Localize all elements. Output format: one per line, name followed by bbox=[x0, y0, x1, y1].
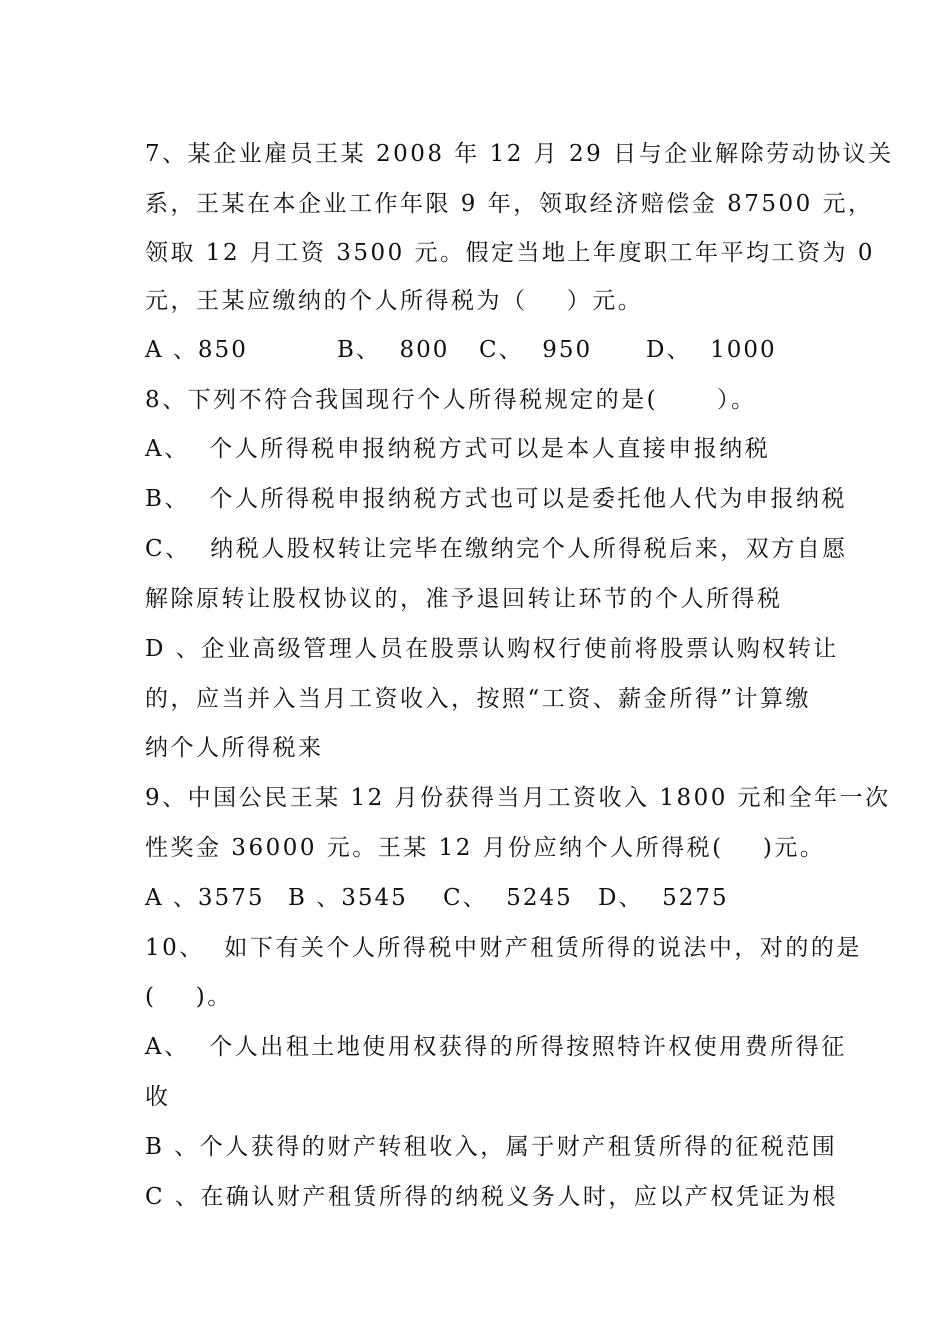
q10-option-a-line-1: A、 个人出租土地使用权获得的所得按照特许权使用费所得征 bbox=[145, 1034, 847, 1060]
q10-stem-line-1: 10、 如下有关个人所得税中财产租赁所得的说法中，对的的是 bbox=[145, 935, 862, 961]
q7-option-b: B、 800 bbox=[337, 337, 450, 363]
q8-option-d-line-3: 纳个人所得税来 bbox=[145, 735, 324, 761]
q9-option-c: C、 5245 bbox=[443, 885, 573, 911]
q10-option-a-line-2: 收 bbox=[145, 1084, 171, 1110]
q8-option-d-line-1: D 、企业高级管理人员在股票认购权行使前将股票认购权转让 bbox=[145, 636, 839, 662]
q7-stem-line-1: 7、某企业雇员王某 2008 年 12 月 29 日与企业解除劳动协议关 bbox=[145, 141, 894, 167]
q8-option-c-line-2: 解除原转让股权协议的，准予退回转让环节的个人所得税 bbox=[145, 586, 783, 612]
q9-option-b: B 、3545 bbox=[288, 885, 408, 911]
q8-stem: 8、下列不符合我国现行个人所得税规定的是( ）。 bbox=[145, 387, 757, 413]
q9-stem-line-2: 性奖金 36000 元。王某 12 月份应纳个人所得税( )元。 bbox=[145, 835, 826, 861]
q9-stem-line-1: 9、中国公民王某 12 月份获得当月工资收入 1800 元和全年一次 bbox=[145, 785, 891, 811]
q7-option-c: C、 950 bbox=[479, 337, 593, 363]
q10-option-b: B 、个人获得的财产转租收入，属于财产租赁所得的征税范围 bbox=[145, 1134, 838, 1160]
q8-option-c-line-1: C、 纳税人股权转让完毕在缴纳完个人所得税后来，双方自愿 bbox=[145, 536, 848, 562]
q10-stem-line-2: ( )。 bbox=[145, 984, 233, 1010]
q7-stem-line-3: 领取 12 月工资 3500 元。假定当地上年度职工年平均工资为 0 bbox=[145, 240, 875, 266]
q8-option-a: A、 个人所得税申报纳税方式可以是本人直接申报纳税 bbox=[145, 436, 771, 462]
q7-option-a: A 、850 bbox=[145, 337, 248, 363]
q7-stem-line-4: 元，王某应缴纳的个人所得税为（ ）元。 bbox=[145, 288, 644, 314]
q9-option-a: A 、3575 bbox=[145, 885, 265, 911]
q7-option-d: D、 1000 bbox=[646, 337, 777, 363]
q7-stem-line-2: 系，王某在本企业工作年限 9 年，领取经济赔偿金 87500 元， bbox=[145, 191, 874, 217]
q8-option-d-line-2: 的，应当并入当月工资收入，按照“工资、薪金所得”计算缴 bbox=[145, 686, 812, 712]
q9-option-d: D、 5275 bbox=[598, 885, 729, 911]
q8-option-b: B、 个人所得税申报纳税方式也可以是委托他人代为申报纳税 bbox=[145, 486, 848, 512]
q10-option-c: C 、在确认财产租赁所得的纳税义务人时，应以产权凭证为根 bbox=[145, 1184, 838, 1210]
